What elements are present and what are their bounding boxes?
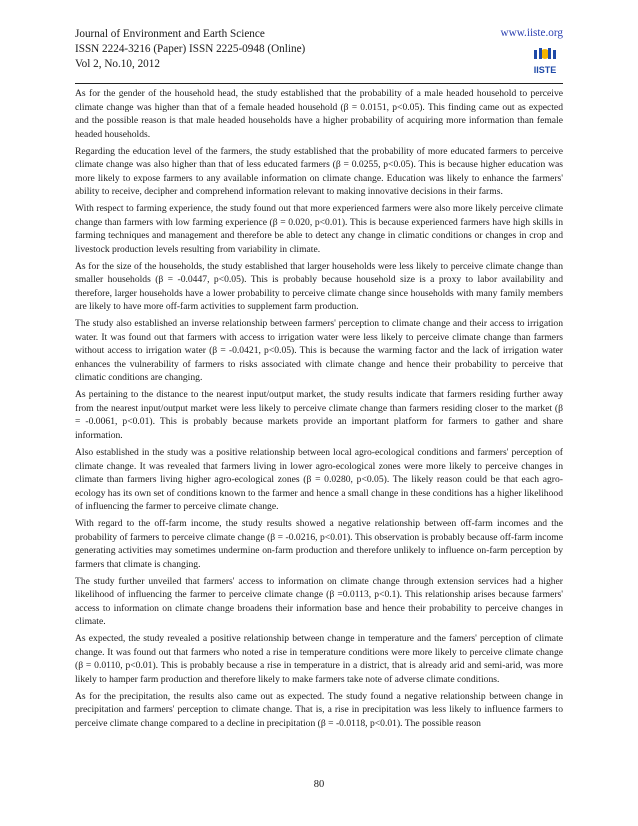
journal-title: Journal of Environment and Earth Science (75, 28, 265, 40)
journal-info (75, 27, 305, 72)
body-paragraph: The study also established an inverse relationship between farmers' perception to climate change and their access to irrigation water. It was found out that farmers with access to irrigation water were less likely to perceive climate change than farmers without access to irrigation water (β = -0.0421, p<0.05). This is because the warming factor and the lack of irrigation water enhances the vulnerability of farmers to risks associated with climate change and hence their probability to perceive that climatic conditions are changing. (75, 318, 563, 384)
svg-text:IISTE: IISTE (533, 65, 557, 75)
header-divider (75, 83, 563, 84)
body-paragraph: With respect to farming experience, the study found out that more experienced farmers were also more likely perceive climate change than farmers with low farming experience (β = 0.020, p<0.01). This is because experienced farmers have high skills in farming techniques and management and therefore be able to detect any change in climatic conditions or changes in crop and livestock production levels resulting from variability in climate. (75, 203, 563, 255)
body-paragraph: As for the precipitation, the results also came out as expected. The study found a negative relationship between change in precipitation and farmers' perception to climate change. That is, a rise in precipitation was less likely to influence farmers to perceive climate change compared to a decline in precipitation (β = -0.0118, p<0.01). The possible reason (75, 690, 563, 729)
body-text (75, 87, 563, 734)
body-paragraph: Regarding the education level of the farmers, the study established that the probability of more educated farmers to perceive climate change was also higher than that of less educated farmers (β = 0.0255, p<0.05). This is because higher education was more likely to expose farmers to any available information on climate change. Education was likely to enhance the farmers' ability to receive, decipher and comprehend information relevant to making innovative decisions in their farms. (75, 145, 563, 198)
journal-header (75, 27, 563, 82)
iiste-logo (529, 46, 561, 78)
journal-url-link[interactable]: www.iiste.org (500, 27, 563, 39)
body-paragraph: As pertaining to the distance to the nearest input/output market, the study results indicate that farmers residing further away from the nearest input/output market were less likely to perceive climate change than farmers residing closer to the market (β = -0.0061, p<0.01). This is probably because markets provide an important platform for farmers to gather and share information. (75, 389, 563, 441)
body-paragraph: As for the size of the households, the study established that larger households were less likely to perceive climate change than smaller households (β = -0.0447, p<0.05). This is probably because household size is a proxy to labor availability and therefore, larger households have a lower probability to perceive climate change since households with many family members are likely to have more off-farm activities to supplement farm production. (75, 260, 563, 313)
body-paragraph: The study further unveiled that farmers' access to information on climate change through extension services had a higher likelihood of influencing the farmer to perceive climate change (β =0.0113, p<0.1). This relationship arises because farmers' access to information on climate change broadens their information base and hence their probability to perceive changes in climate. (75, 575, 563, 628)
body-paragraph: As expected, the study revealed a positive relationship between change in temperature and the famers' perception of climate change. It was found out that farmers who noted a rise in temperature conditions were more likely to perceive climate change (β = 0.0110, p<0.01). This is probably because a rise in temperature in a district, that is already arid and semi-arid, was more likely to hamper farm production and therefore likely to make farmers take note of adverse climate conditions. (75, 633, 563, 685)
body-paragraph: Also established in the study was a positive relationship between local agro-ecological conditions and farmers' perception of climate change. It was revealed that farmers living in lower agro-ecological zones were more likely to perceive changes in climate than farmers living higher agro-ecological zones (β = 0.0280, p<0.05). The likely reason could be that each agro-ecology has its own set of conditions known to the farmer and hence a small change in these conditions has a higher likelihood of influencing the farmer to perceive climate change. (75, 447, 563, 513)
body-paragraph: With regard to the off-farm income, the study results showed a negative relationship between off-farm incomes and the probability of farmers to perceive climate change (β = -0.0216, p<0.01). This observation is probably because off-farm income generating activities may sometimes undermine on-farm production and therefore unlikely to influence on-farm perception by farmers that climate is changing. (75, 518, 563, 570)
body-paragraph: As for the gender of the household head, the study established that the probability of a male headed household to perceive climate change was higher than that of a female headed household (β = 0.0151, p<0.05). This finding came out as expected and the possible reason is that male headed households have a higher probability of acquiring more information than female headed households. (75, 88, 563, 140)
page-number: 80 (313, 779, 325, 790)
journal-volume: Vol 2, No.10, 2012 (75, 58, 160, 70)
journal-issn: ISSN 2224-3216 (Paper) ISSN 2225-0948 (Online) (75, 43, 306, 55)
